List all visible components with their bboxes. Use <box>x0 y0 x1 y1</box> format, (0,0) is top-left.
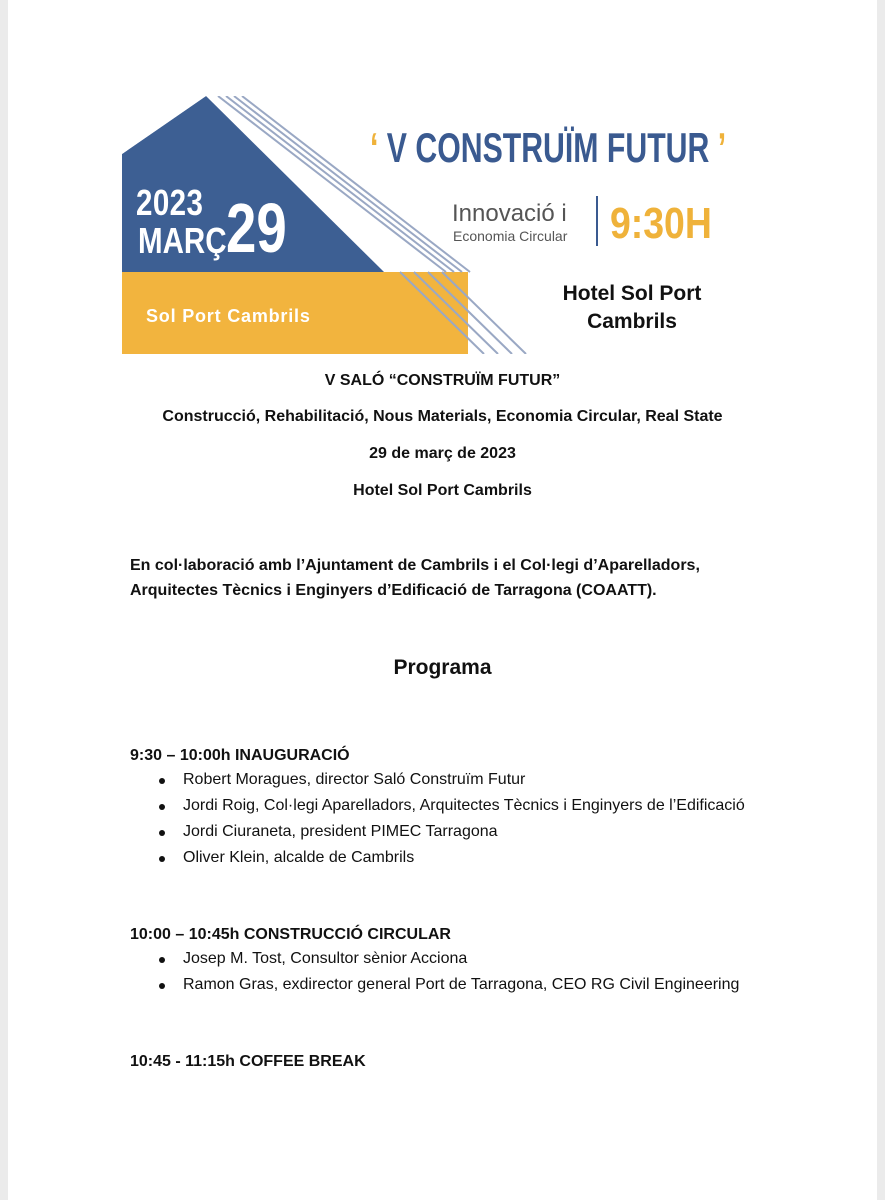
programa-title: Programa <box>393 656 492 679</box>
title-text: V CONSTRUÏM FUTUR <box>386 124 710 171</box>
bullet-icon <box>159 830 165 836</box>
bullet-icon <box>159 856 165 862</box>
title-quote-open: ‘ <box>370 124 379 171</box>
list-item-text: Jordi Ciuraneta, president PIMEC Tarragona <box>183 823 498 840</box>
program-section <box>130 1049 755 1074</box>
banner-venue: Sol Port Cambrils <box>146 306 311 326</box>
list-item <box>130 846 755 870</box>
banner-innovacio: Innovació i <box>452 200 567 227</box>
header-line-1: V SALÓ “CONSTRUÏM FUTUR” <box>324 372 561 389</box>
section-heading: 10:45 - 11:15h COFFEE BREAK <box>130 1053 366 1070</box>
title-quote-close: ’ <box>717 124 727 171</box>
bullet-icon <box>159 778 165 784</box>
bullet-icon <box>159 804 165 810</box>
section-heading: 10:00 – 10:45h CONSTRUCCIÓ CIRCULAR <box>130 926 451 943</box>
list-item <box>130 947 755 971</box>
bullet-icon <box>159 983 165 989</box>
bullet-icon <box>159 957 165 963</box>
list-item-text: Robert Moragues, director Saló Construïm Futur <box>183 771 526 788</box>
section-items <box>130 768 755 870</box>
banner-time: 9:30H <box>610 199 712 248</box>
list-item <box>130 768 755 792</box>
list-item-text: Oliver Klein, alcalde de Cambrils <box>183 849 415 866</box>
header-line-4: Hotel Sol Port Cambrils <box>353 482 532 499</box>
banner-day: 29 <box>226 189 287 267</box>
list-item <box>130 794 755 818</box>
program-section <box>130 922 755 999</box>
banner-economia: Economia Circular <box>453 228 568 244</box>
header-line-2: Construcció, Rehabilitació, Nous Materials, Economia Circular, Real State <box>162 408 723 425</box>
banner-separator <box>596 196 598 246</box>
banner-year: 2023 <box>136 182 204 223</box>
list-item <box>130 973 755 997</box>
header-line-3: 29 de març de 2023 <box>369 445 516 462</box>
event-banner <box>122 96 762 354</box>
collaboration-text: En col·laboració amb l’Ajuntament de Cambrils i el Col·legi d’Aparelladors, Arquitectes Tècnics i Enginyers d’Edificació de Tarragona (COAATT). <box>130 557 700 599</box>
list-item-text: Ramon Gras, exdirector general Port de Tarragona, CEO RG Civil Engineering <box>183 976 740 993</box>
section-heading: 9:30 – 10:00h INAUGURACIÓ <box>130 747 350 764</box>
list-item-text: Jordi Roig, Col·legi Aparelladors, Arquitectes Tècnics i Enginyers de l’Edificació <box>183 797 745 814</box>
banner-month: MARÇ <box>138 220 227 261</box>
list-item-text: Josep M. Tost, Consultor sènior Acciona <box>183 950 468 967</box>
list-item <box>130 820 755 844</box>
program-section <box>130 743 755 872</box>
section-items <box>130 947 755 997</box>
banner-title <box>370 124 726 172</box>
banner-hotel: Hotel Sol Port Cambrils <box>562 282 702 333</box>
